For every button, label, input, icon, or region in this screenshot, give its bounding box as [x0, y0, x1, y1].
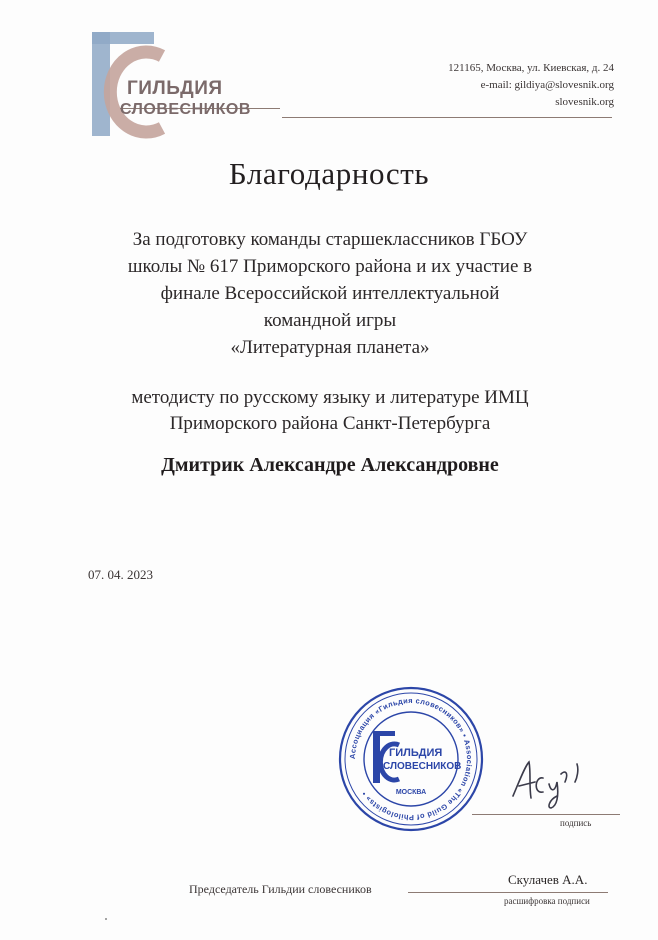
reason-line: командной игры: [263, 310, 397, 331]
chairman-label: Председатель Гильдии словесников: [189, 882, 372, 896]
address-text: 121165, Москва, ул. Киевская, д. 24: [448, 62, 614, 74]
logo-word-philologists: СЛОВЕСНИКОВ: [120, 101, 251, 118]
recipient-role: [40, 385, 620, 437]
signature-caption: подпись: [560, 818, 592, 828]
contact-block: [448, 60, 614, 111]
official-stamp: [337, 685, 485, 833]
header-divider: [282, 117, 612, 118]
role-line: Приморского района Санкт-Петербурга: [169, 413, 491, 434]
reason-line: За подготовку команды старшеклассников ГБОУ: [132, 229, 528, 250]
signer-caption: расшифровка подписи: [504, 896, 590, 906]
role-line: методисту по русскому языку и литературе ИМЦ: [131, 387, 529, 408]
signer-name: Скулачев А.А.: [508, 872, 588, 887]
stamp-logo-philologists: СЛОВЕСНИКОВ: [383, 761, 462, 772]
logo-word-guild: ГИЛЬДИЯ: [127, 78, 223, 99]
guild-logo: [84, 30, 284, 140]
reason-block: [40, 226, 620, 361]
document-title: Благодарность: [228, 156, 430, 191]
handwritten-signature: [505, 752, 605, 812]
reason-line: «Литературная планета»: [230, 337, 430, 358]
reason-line: школы № 617 Приморского района и их участие в: [127, 256, 533, 277]
stamp-city: МОСКВА: [395, 789, 427, 796]
stamp-seal-graphic: [337, 685, 485, 833]
recipient-name: Дмитрик Александре Александровне: [161, 454, 499, 476]
email-text: e-mail: gildiya@slovesnik.org: [480, 79, 614, 91]
scan-speck: [105, 918, 107, 920]
reason-line: финале Всероссийской интеллектуальной: [160, 283, 500, 304]
issue-date: 07. 04. 2023: [88, 567, 153, 582]
signer-line: [408, 892, 608, 893]
stamp-ring-text: Ассоциация «Гильдия словесников» • Association «The Guild of Philologists» •: [347, 695, 475, 823]
stamp-logo-guild: ГИЛЬДИЯ: [389, 747, 443, 759]
website-text: slovesnik.org: [555, 96, 614, 108]
signature-line: [472, 814, 620, 815]
